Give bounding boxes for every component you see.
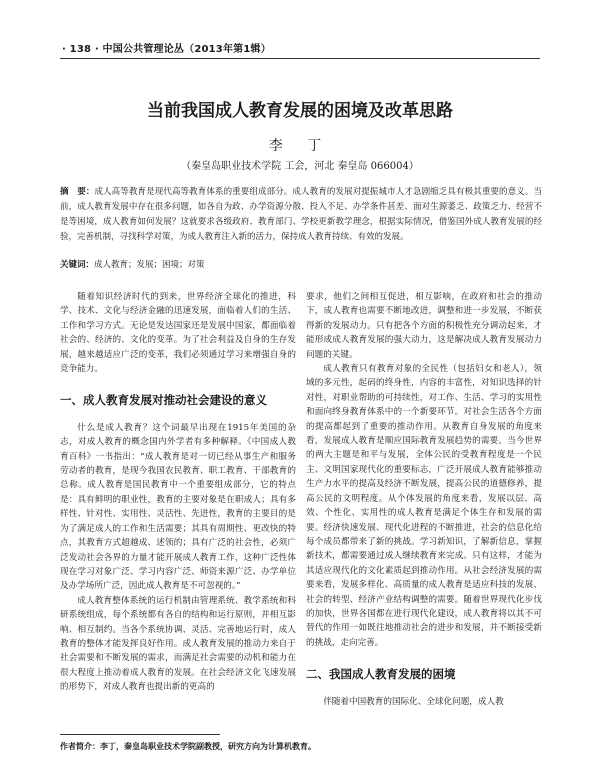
paragraph: 要求，他们之间相互促进，相互影响，在政府和社会的推动下，成人教育也需要不断地改进，调整和进一步发展，不断获得新的发展动力。只有把各个方面的积极性充分调动起来，才能形成成人教育发展的强大动力，这是解决成人教育发展动力问题的关键。 xyxy=(306,292,542,360)
paragraph: 成人教育只有教育对象的全民性（包括妇女和老人），领域的多元性，起码的终身性，内容的丰富性，对知识选择的针对性，对职业帮助的可持续性，对工作、生活、学习的实用性和面向终身教育体系中的一个新要环节。对社会生活各个方面的提高都起到了重要的推动作用。从教育自身发展的角度来看，发展成人教育是顺应国际教育发展趋势的需要。当今世界的两大主题是和平与发展，全体公民的受教育程度是一个民主、文明国家现代化的重要标志，广泛开展成人教育能够推动生产力水平的提高及经济不断发展，提高公民的道德修养，提高公民的文明程度。从个体发展的角度来看，发展以层、高效、个性化、实用性的成人教育是满足个体生存和发展的需要。经济快速发展、现代化进程的不断推进，社会的信息化给每个成员都带来了新的挑战。学习新知识，了解新信息，掌握新技术，都需要通过成人继续教育来完成。只有这样，才能为其适应现代化的文化素质起到推动作用。从社会经济发展的需要来看，发展多样化、高质量的成人教育是适应科技的发展、社会的转型、经济产业结构调整的需要。随着世界现代化步伐的加快，世界各国都在进行现代化建设，成人教育将以其不可替代的作用一如既往地推动社会的进步和发展，并不断接受新的挑战，走向完善。 xyxy=(306,364,542,648)
paragraph: 随着知识经济时代的到来，世界经济全球化的推进，科学、技术、文化与经济金融的迅速发展，面临着人们的生活、工作和学习方式。无论是发达国家还是发展中国家，都面临着社会的、经济的、文化的变革。为了社会利益及自身的生存发展，越来越适应广泛的变革，我们必须通过学习来增强自身的竞争能力。 xyxy=(60,292,296,375)
section-heading-2: 二、我国成人教育发展的困境 xyxy=(306,667,456,682)
left-column xyxy=(60,290,296,695)
footnote-rule xyxy=(60,734,220,735)
abstract xyxy=(60,185,542,245)
article-title: 当前我国成人教育发展的困境及改革思路 xyxy=(147,101,453,121)
paragraph: 什么是成人教育？这个词最早出现在1915年美国的杂志，对成人教育的概念国内外学者有多种解释。《中国成人教育百科》一书指出：“成人教育是对一切已经从事生产和服务劳动者的教育，是现今我国农民教育、职工教育、干部教育的总称。成人教育是国民教育中一个重要组成部分，它的特点是：具有鲜明的职业性，教育的主要对象是在职成人；具有多样性、针对性、实用性、灵活性、先进性，教育的主要目的是为了满足成人的工作和生活需要；其具有周期性、更改快的特点，其教育方式超越成、述领的；具有广泛的社会性，必须广泛发动社会各界的力量才能开展成人教育工作，这种广泛性体现在学习对象广泛、学习内容广泛、师资来源广泛、办学单位及办学场所广泛，因此成人教育是不可忽视的。” xyxy=(60,422,296,592)
abstract-label: 摘 要： xyxy=(60,187,95,197)
header-rule xyxy=(60,58,540,59)
right-column xyxy=(306,290,542,709)
abstract-text: 成人高等教育是现代高等教育体系的重要组成部分。成人教育的发展对提振城市人才急剧缩乏具有极其重要的意义。当前，成人教育发展中存在很多问题，如各自为政、办学资源分散、投入不足、办学条件甚差、面对生源萎乏、政策乏力、经营不是等困境，成人教育如何发展？这就要求各级政府、教育部门、学校更新教学理念，根据实际情况，借鉴国外成人教育发展的经验，完善机制，寻找科学对策，为成人教育注入新的活力，保持成人教育持续、有效的发展。 xyxy=(60,187,542,242)
keywords-text: 成人教育；发展；困境；对策 xyxy=(94,260,205,270)
author: 李 丁 xyxy=(268,138,332,154)
paragraph: 成人教育整体系统的运行机制由管理系统、教学系统和科研系统组成，每个系统都有各自的结构和运行原则，并相互影响、相互制约。当各个系统协调、灵活、完善地运行时，成人教育的整体才能发挥良好作用。成人教育发展的推动力来自于社会需要和不断发展的需求，而满足社会需要的动机和能力在很大程度上推动着成人教育的发展。在社会经济文化飞速发展的形势下，对成人教育也提出新的更高的 xyxy=(60,595,296,693)
affiliation: （秦皇岛职业技术学院 工会，河北 秦皇岛 066004） xyxy=(181,161,419,172)
keywords-label: 关键词： xyxy=(60,260,95,270)
keywords xyxy=(60,258,542,270)
paragraph: 伴随着中国教育的国际化、全球化问题，成人教 xyxy=(323,696,504,707)
footnote: 作者简介：李丁，秦皇岛职业技术学院副教授，研究方向为计算机教育。 xyxy=(60,741,316,751)
running-header: · 138 · 中国公共管理论丛（2013年第1辑） xyxy=(62,44,271,55)
section-heading-1: 一、成人教育发展对推动社会建设的意义 xyxy=(60,393,267,408)
